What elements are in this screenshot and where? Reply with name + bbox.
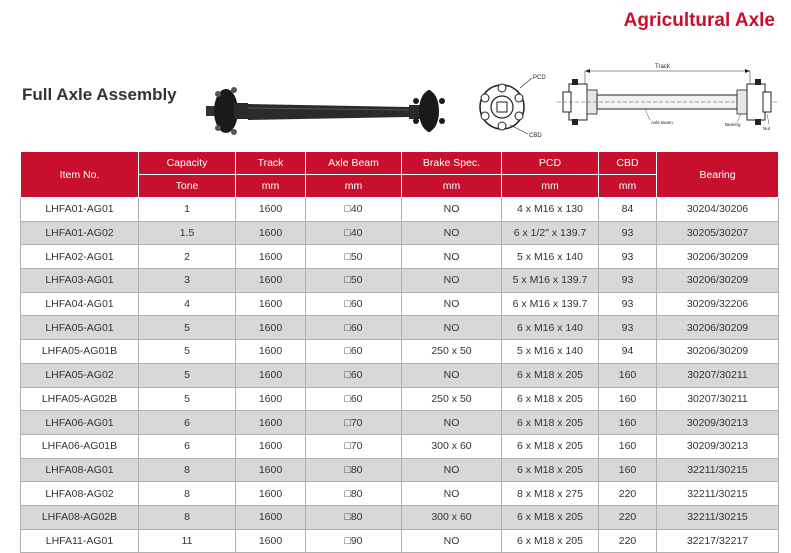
header-pcd-unit: mm — [502, 175, 599, 198]
track-cell: 1600 — [236, 482, 306, 506]
table-row — [21, 292, 779, 316]
track-cell: 1600 — [236, 411, 306, 435]
bearing-cell: 30204/30206 — [657, 198, 779, 222]
cbd-cell: 160 — [599, 411, 657, 435]
item-no-cell: LHFA01-AG01 — [21, 198, 139, 222]
cbd-cell: 160 — [599, 387, 657, 411]
header-brake-spec: Brake Spec. — [402, 152, 502, 175]
axle-beam-cell: □80 — [306, 458, 402, 482]
header-bearing: Bearing — [657, 152, 779, 198]
brake-spec-cell: NO — [402, 292, 502, 316]
item-no-cell: LHFA03-AG01 — [21, 269, 139, 293]
axle-beam-cell: □60 — [306, 316, 402, 340]
item-no-cell: LHFA05-AG02 — [21, 363, 139, 387]
table-row — [21, 482, 779, 506]
pcd-cell: 6 x M18 x 205 — [502, 434, 599, 458]
table-row — [21, 411, 779, 435]
pcd-cell: 6 x M18 x 205 — [502, 411, 599, 435]
track-cell: 1600 — [236, 245, 306, 269]
axle-photo — [204, 84, 454, 139]
item-no-cell: LHFA01-AG02 — [21, 221, 139, 245]
track-cell: 1600 — [236, 505, 306, 529]
pcd-cell: 6 x M18 x 205 — [502, 458, 599, 482]
track-cell: 1600 — [236, 198, 306, 222]
pcd-cell: 6 x M16 x 139.7 — [502, 292, 599, 316]
brake-spec-cell: NO — [402, 198, 502, 222]
capacity-cell: 5 — [139, 316, 236, 340]
pcd-cell: 5 x M16 x 139.7 — [502, 269, 599, 293]
bearing-cell: 30209/32206 — [657, 292, 779, 316]
header-capacity: Capacity — [139, 152, 236, 175]
cbd-cell: 94 — [599, 340, 657, 364]
brake-spec-cell: NO — [402, 363, 502, 387]
capacity-cell: 8 — [139, 505, 236, 529]
bearing-cell: 30206/30209 — [657, 340, 779, 364]
table-row — [21, 434, 779, 458]
brake-spec-cell: NO — [402, 482, 502, 506]
pcd-cell: 6 x M18 x 205 — [502, 529, 599, 553]
track-label: Track — [655, 64, 670, 70]
table-row — [21, 221, 779, 245]
pcd-cell: 4 x M16 x 130 — [502, 198, 599, 222]
capacity-cell: 3 — [139, 269, 236, 293]
brake-spec-cell: NO — [402, 316, 502, 340]
bearing-label: Bearing — [725, 122, 741, 127]
axle-beam-cell: □40 — [306, 198, 402, 222]
bearing-cell: 30207/30211 — [657, 387, 779, 411]
bearing-cell: 32211/30215 — [657, 482, 779, 506]
brand-title: Agricultural Axle — [623, 10, 775, 31]
pcd-cell: 5 x M16 x 140 — [502, 245, 599, 269]
item-no-cell: LHFA05-AG01 — [21, 316, 139, 340]
bearing-cell: 30209/30213 — [657, 434, 779, 458]
capacity-cell: 1 — [139, 198, 236, 222]
table-row — [21, 505, 779, 529]
item-no-cell: LHFA06-AG01 — [21, 411, 139, 435]
section-title: Full Axle Assembly — [22, 85, 177, 104]
header-capacity-unit: Tone — [139, 175, 236, 198]
bearing-cell: 30205/30207 — [657, 221, 779, 245]
capacity-cell: 8 — [139, 482, 236, 506]
spec-table — [20, 151, 779, 553]
header-item-no: Item No. — [21, 152, 139, 198]
track-cell: 1600 — [236, 221, 306, 245]
nut-label: Nut — [763, 126, 771, 131]
header-cbd: CBD — [599, 152, 657, 175]
item-no-cell: LHFA05-AG02B — [21, 387, 139, 411]
bearing-cell: 30206/30209 — [657, 245, 779, 269]
table-row — [21, 458, 779, 482]
track-cell: 1600 — [236, 340, 306, 364]
track-cell: 1600 — [236, 458, 306, 482]
bearing-cell: 32211/30215 — [657, 505, 779, 529]
axle-beam-cell: □60 — [306, 387, 402, 411]
axle-beam-cell: □60 — [306, 292, 402, 316]
header-track: Track — [236, 152, 306, 175]
cbd-cell: 220 — [599, 482, 657, 506]
item-no-cell: LHFA05-AG01B — [21, 340, 139, 364]
header-cbd-unit: mm — [599, 175, 657, 198]
brake-spec-cell: NO — [402, 529, 502, 553]
capacity-cell: 8 — [139, 458, 236, 482]
item-no-cell: LHFA11-AG01 — [21, 529, 139, 553]
pcd-label: PCD — [533, 75, 546, 81]
table-row — [21, 198, 779, 222]
capacity-cell: 2 — [139, 245, 236, 269]
brake-spec-cell: NO — [402, 269, 502, 293]
table-row — [21, 340, 779, 364]
axle-beam-cell: □70 — [306, 434, 402, 458]
brake-spec-cell: 250 x 50 — [402, 387, 502, 411]
cbd-cell: 93 — [599, 292, 657, 316]
axle-beam-cell: □60 — [306, 363, 402, 387]
axle-beam-cell: □50 — [306, 245, 402, 269]
item-no-cell: LHFA06-AG01B — [21, 434, 139, 458]
capacity-cell: 6 — [139, 434, 236, 458]
bearing-cell: 30207/30211 — [657, 363, 779, 387]
header-axle-beam: Axle Beam — [306, 152, 402, 175]
header-pcd: PCD — [502, 152, 599, 175]
capacity-cell: 5 — [139, 387, 236, 411]
table-row — [21, 245, 779, 269]
cbd-cell: 93 — [599, 269, 657, 293]
track-cell: 1600 — [236, 529, 306, 553]
hub-diagram — [470, 70, 550, 145]
item-no-cell: LHFA04-AG01 — [21, 292, 139, 316]
axle-beam-cell: □70 — [306, 411, 402, 435]
cbd-cell: 84 — [599, 198, 657, 222]
section-diagram — [555, 62, 780, 142]
brake-spec-cell: NO — [402, 411, 502, 435]
axle-beam-cell: □80 — [306, 482, 402, 506]
bearing-cell: 30206/30209 — [657, 316, 779, 340]
cbd-cell: 160 — [599, 363, 657, 387]
brake-spec-cell: 250 x 50 — [402, 340, 502, 364]
bearing-cell: 30206/30209 — [657, 269, 779, 293]
cbd-cell: 160 — [599, 458, 657, 482]
capacity-cell: 1.5 — [139, 221, 236, 245]
brake-spec-cell: NO — [402, 221, 502, 245]
capacity-cell: 4 — [139, 292, 236, 316]
pcd-cell: 6 x 1/2" x 139.7 — [502, 221, 599, 245]
axle-beam-cell: □40 — [306, 221, 402, 245]
axle-beam-label: Axle Beam — [651, 120, 673, 125]
pcd-cell: 6 x M18 x 205 — [502, 363, 599, 387]
capacity-cell: 11 — [139, 529, 236, 553]
axle-beam-cell: □60 — [306, 340, 402, 364]
pcd-cell: 6 x M18 x 205 — [502, 505, 599, 529]
brake-spec-cell: NO — [402, 458, 502, 482]
brake-spec-cell: 300 x 60 — [402, 505, 502, 529]
pcd-cell: 8 x M18 x 275 — [502, 482, 599, 506]
cbd-cell: 160 — [599, 434, 657, 458]
pcd-cell: 6 x M18 x 205 — [502, 387, 599, 411]
track-cell: 1600 — [236, 434, 306, 458]
table-row — [21, 269, 779, 293]
track-cell: 1600 — [236, 269, 306, 293]
capacity-cell: 5 — [139, 363, 236, 387]
cbd-cell: 93 — [599, 221, 657, 245]
axle-beam-cell: □80 — [306, 505, 402, 529]
brake-spec-cell: NO — [402, 245, 502, 269]
cbd-label: CBD — [529, 133, 542, 139]
table-row — [21, 387, 779, 411]
axle-beam-cell: □50 — [306, 269, 402, 293]
header-brake-spec-unit: mm — [402, 175, 502, 198]
bearing-cell: 30209/30213 — [657, 411, 779, 435]
item-no-cell: LHFA08-AG02B — [21, 505, 139, 529]
bearing-cell: 32217/32217 — [657, 529, 779, 553]
track-cell: 1600 — [236, 292, 306, 316]
bearing-cell: 32211/30215 — [657, 458, 779, 482]
pcd-cell: 6 x M16 x 140 — [502, 316, 599, 340]
cbd-cell: 93 — [599, 245, 657, 269]
table-row — [21, 529, 779, 553]
header-track-unit: mm — [236, 175, 306, 198]
item-no-cell: LHFA08-AG01 — [21, 458, 139, 482]
brake-spec-cell: 300 x 60 — [402, 434, 502, 458]
table-row — [21, 363, 779, 387]
table-row — [21, 316, 779, 340]
item-no-cell: LHFA08-AG02 — [21, 482, 139, 506]
track-cell: 1600 — [236, 387, 306, 411]
cbd-cell: 220 — [599, 529, 657, 553]
capacity-cell: 5 — [139, 340, 236, 364]
cbd-cell: 93 — [599, 316, 657, 340]
track-cell: 1600 — [236, 363, 306, 387]
item-no-cell: LHFA02-AG01 — [21, 245, 139, 269]
axle-beam-cell: □90 — [306, 529, 402, 553]
track-cell: 1600 — [236, 316, 306, 340]
spec-table-body — [21, 198, 779, 553]
cbd-cell: 220 — [599, 505, 657, 529]
capacity-cell: 6 — [139, 411, 236, 435]
pcd-cell: 5 x M16 x 140 — [502, 340, 599, 364]
header-axle-beam-unit: mm — [306, 175, 402, 198]
